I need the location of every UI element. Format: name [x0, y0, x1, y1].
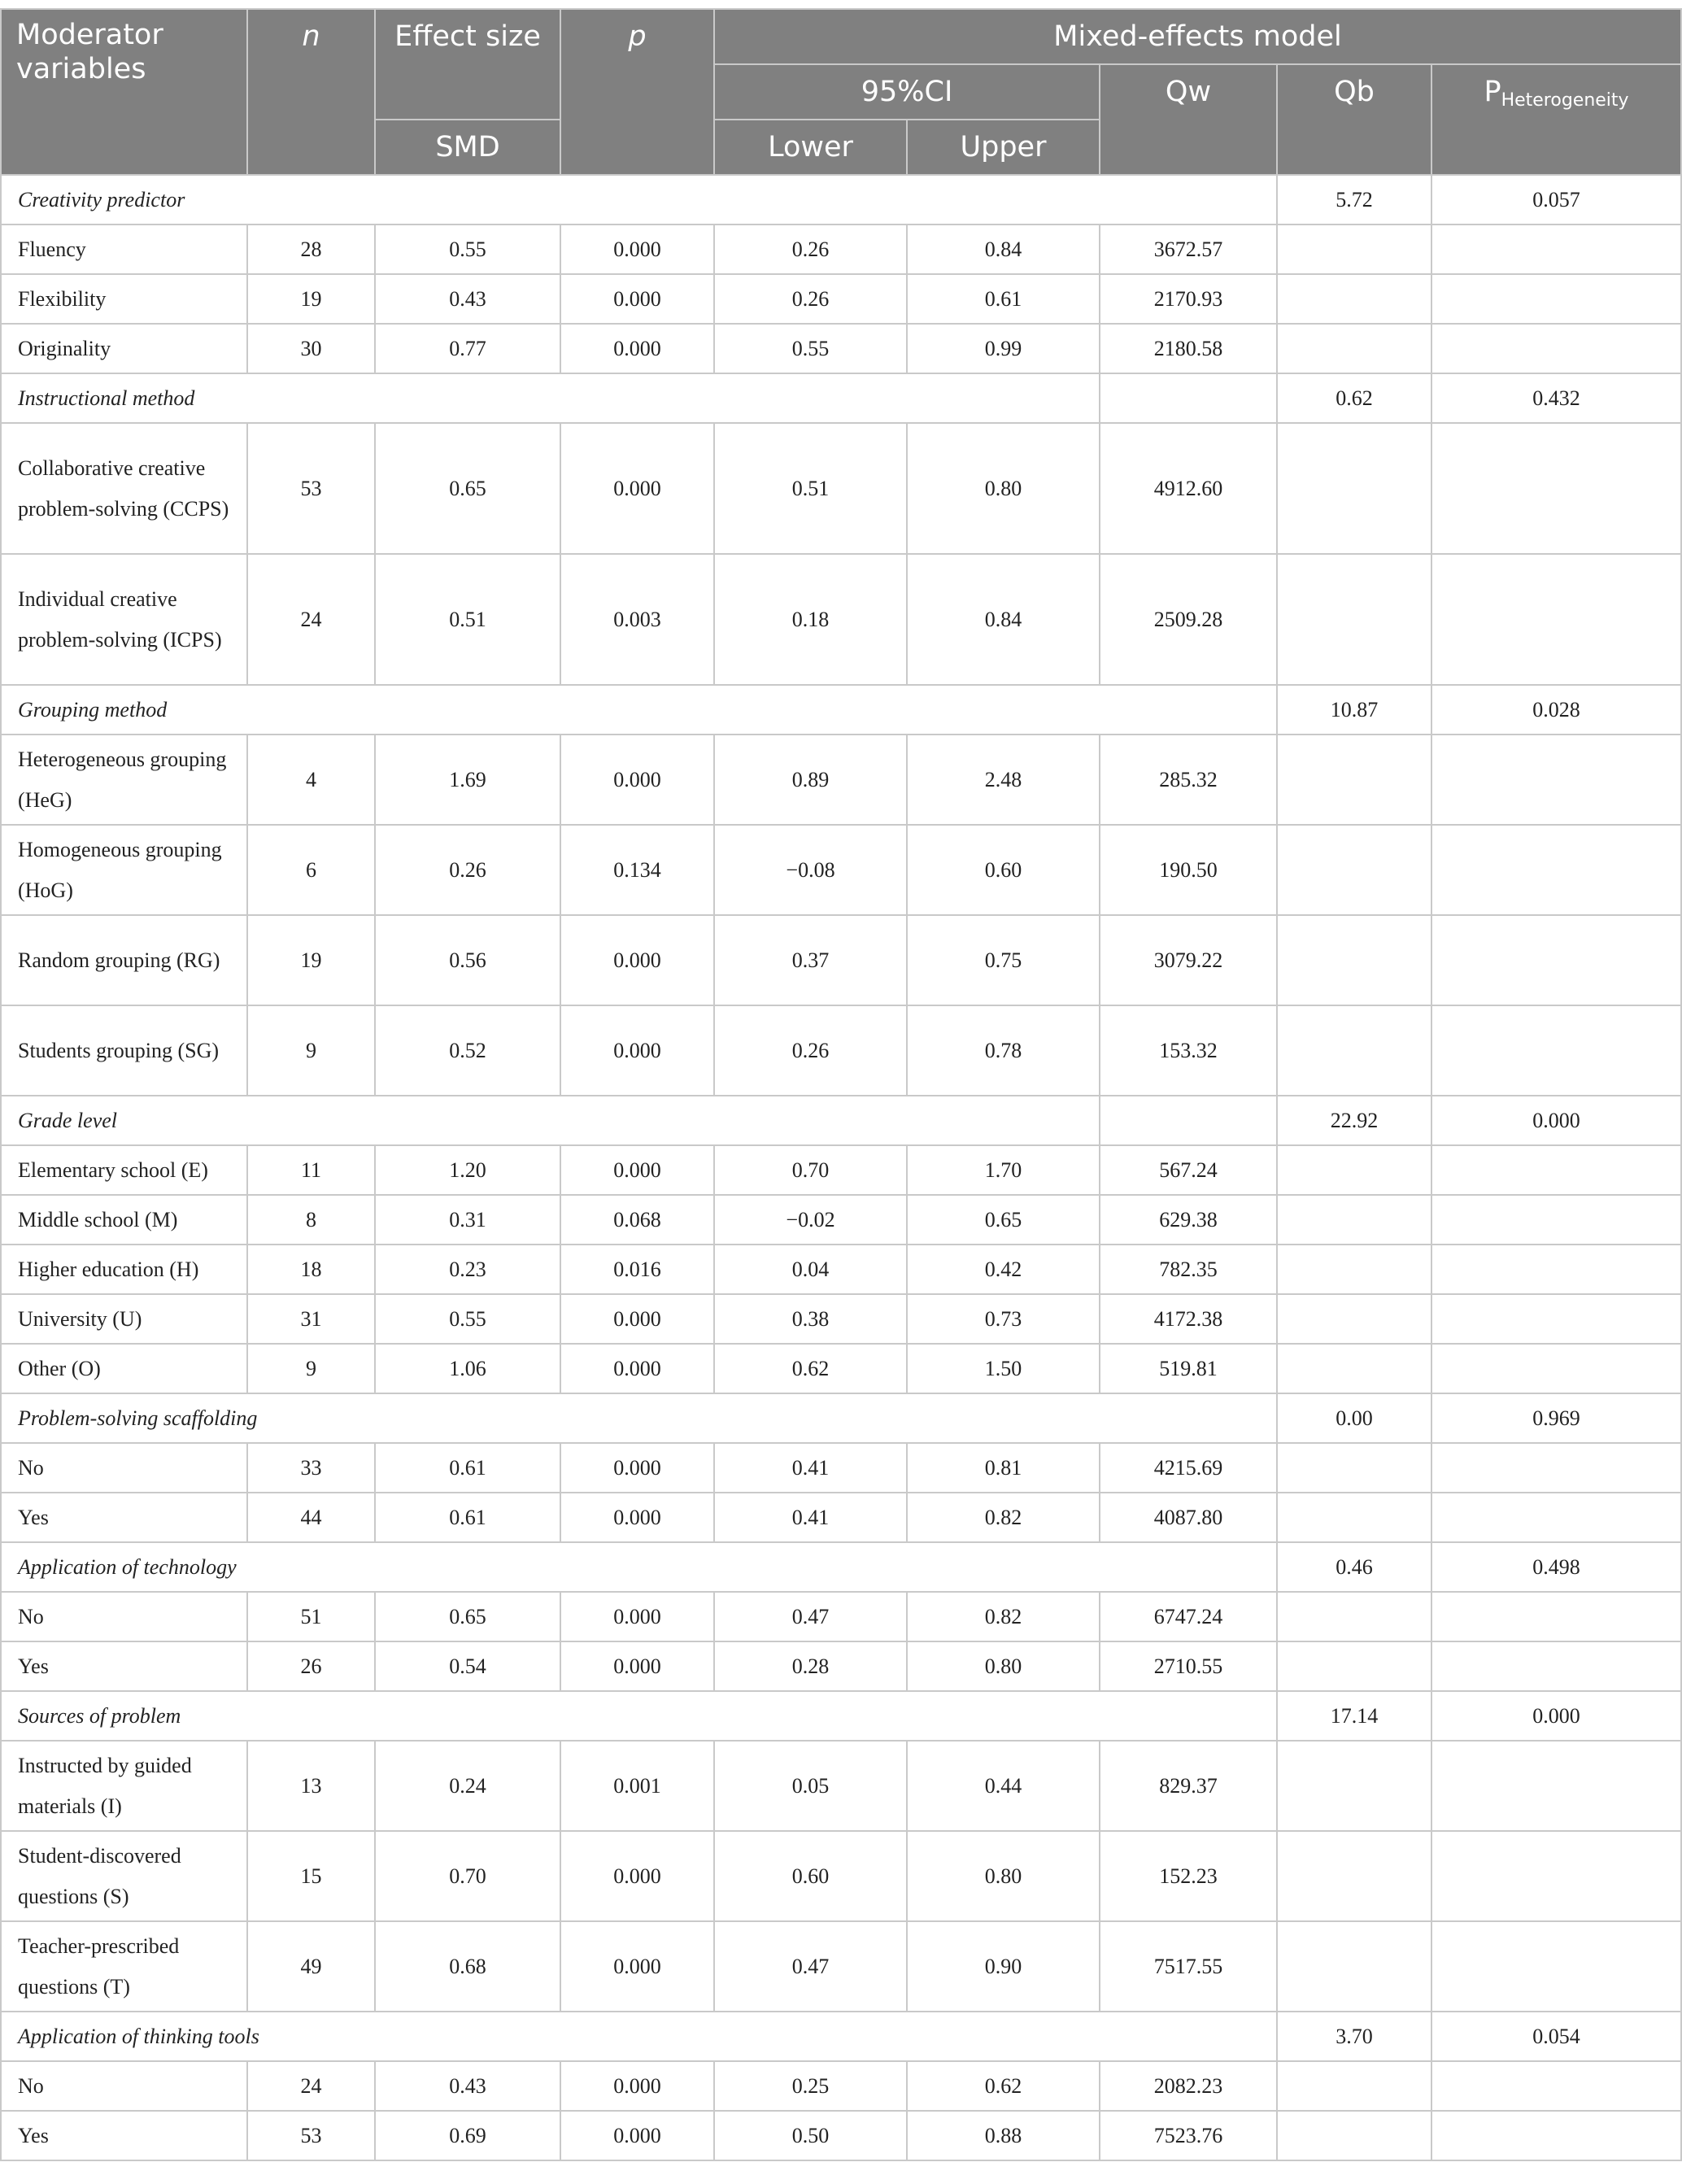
cell-qb — [1277, 1195, 1431, 1245]
row-label: Other (O) — [1, 1344, 247, 1393]
table-row — [1, 1641, 1681, 1691]
cell-n: 44 — [247, 1493, 375, 1542]
cell-p: 0.000 — [560, 1592, 714, 1641]
cell-p-heterogeneity — [1431, 735, 1681, 825]
cell-n: 30 — [247, 324, 375, 373]
group-qb: 10.87 — [1277, 685, 1431, 735]
header-n: n — [247, 9, 375, 175]
cell-p-heterogeneity — [1431, 1921, 1681, 2012]
cell-lower: 0.18 — [714, 554, 907, 685]
cell-p: 0.068 — [560, 1195, 714, 1245]
cell-n: 49 — [247, 1921, 375, 2012]
group-title: Problem-solving scaffolding — [1, 1393, 1277, 1443]
table-row — [1, 825, 1681, 915]
cell-upper: 0.80 — [907, 1831, 1100, 1921]
cell-upper: 1.70 — [907, 1145, 1100, 1195]
cell-p: 0.000 — [560, 1921, 714, 2012]
cell-lower: 0.70 — [714, 1145, 907, 1195]
cell-qw: 519.81 — [1100, 1344, 1277, 1393]
cell-n: 18 — [247, 1245, 375, 1294]
cell-p: 0.000 — [560, 1641, 714, 1691]
cell-p-heterogeneity — [1431, 1641, 1681, 1691]
table-row — [1, 1493, 1681, 1542]
cell-upper: 0.80 — [907, 423, 1100, 554]
group-p-heterogeneity: 0.000 — [1431, 1096, 1681, 1145]
cell-p: 0.000 — [560, 1145, 714, 1195]
cell-p-heterogeneity — [1431, 1344, 1681, 1393]
row-label: Yes — [1, 2111, 247, 2160]
cell-smd: 1.69 — [375, 735, 560, 825]
cell-upper: 0.90 — [907, 1921, 1100, 2012]
cell-n: 26 — [247, 1641, 375, 1691]
cell-qw: 153.32 — [1100, 1005, 1277, 1096]
table-row — [1, 1005, 1681, 1096]
header-upper: Upper — [907, 120, 1100, 175]
header-moderator-variables: Moderator variables — [1, 9, 247, 175]
table-row — [1, 1741, 1681, 1831]
row-label: No — [1, 2061, 247, 2111]
cell-upper: 0.42 — [907, 1245, 1100, 1294]
cell-n: 13 — [247, 1741, 375, 1831]
cell-qw: 285.32 — [1100, 735, 1277, 825]
cell-p-heterogeneity — [1431, 1005, 1681, 1096]
cell-qb — [1277, 324, 1431, 373]
cell-p-heterogeneity — [1431, 1741, 1681, 1831]
cell-qw: 3672.57 — [1100, 225, 1277, 274]
cell-p-heterogeneity — [1431, 1443, 1681, 1493]
cell-upper: 0.88 — [907, 2111, 1100, 2160]
cell-lower: 0.60 — [714, 1831, 907, 1921]
group-p-heterogeneity: 0.498 — [1431, 1542, 1681, 1592]
row-label: Higher education (H) — [1, 1245, 247, 1294]
header-p: p — [560, 9, 714, 175]
row-label: Homogeneous grouping (HoG) — [1, 825, 247, 915]
cell-qw: 152.23 — [1100, 1831, 1277, 1921]
cell-n: 9 — [247, 1005, 375, 1096]
table-row — [1, 1443, 1681, 1493]
group-row — [1, 175, 1681, 225]
table-row — [1, 915, 1681, 1005]
cell-qw: 829.37 — [1100, 1741, 1277, 1831]
cell-n: 33 — [247, 1443, 375, 1493]
header-p-heterogeneity — [1431, 64, 1681, 175]
group-title: Creativity predictor — [1, 175, 1277, 225]
cell-n: 6 — [247, 825, 375, 915]
cell-smd: 0.56 — [375, 915, 560, 1005]
cell-qw: 567.24 — [1100, 1145, 1277, 1195]
cell-qb — [1277, 1443, 1431, 1493]
cell-p: 0.000 — [560, 1493, 714, 1542]
group-qb: 3.70 — [1277, 2012, 1431, 2061]
cell-p: 0.003 — [560, 554, 714, 685]
cell-qw: 4215.69 — [1100, 1443, 1277, 1493]
group-title: Instructional method — [1, 373, 1100, 423]
cell-qw: 782.35 — [1100, 1245, 1277, 1294]
group-p-heterogeneity: 0.000 — [1431, 1691, 1681, 1741]
group-qb: 0.62 — [1277, 373, 1431, 423]
cell-n: 15 — [247, 1831, 375, 1921]
cell-n: 53 — [247, 2111, 375, 2160]
cell-p-heterogeneity — [1431, 1493, 1681, 1542]
cell-qw: 2710.55 — [1100, 1641, 1277, 1691]
table-row — [1, 735, 1681, 825]
cell-upper: 0.75 — [907, 915, 1100, 1005]
table-row — [1, 423, 1681, 554]
cell-n: 19 — [247, 915, 375, 1005]
cell-qb — [1277, 274, 1431, 324]
cell-p: 0.000 — [560, 1294, 714, 1344]
cell-smd: 0.52 — [375, 1005, 560, 1096]
cell-qb — [1277, 1741, 1431, 1831]
cell-qb — [1277, 423, 1431, 554]
group-title: Sources of problem — [1, 1691, 1277, 1741]
cell-n: 9 — [247, 1344, 375, 1393]
cell-lower: 0.37 — [714, 915, 907, 1005]
cell-qb — [1277, 915, 1431, 1005]
cell-lower: 0.26 — [714, 225, 907, 274]
group-row — [1, 1096, 1681, 1145]
cell-lower: 0.47 — [714, 1592, 907, 1641]
table-header — [1, 9, 1681, 175]
cell-smd: 1.06 — [375, 1344, 560, 1393]
cell-p: 0.000 — [560, 225, 714, 274]
cell-smd: 0.65 — [375, 1592, 560, 1641]
cell-n: 24 — [247, 2061, 375, 2111]
cell-qb — [1277, 1005, 1431, 1096]
row-label: Originality — [1, 324, 247, 373]
cell-lower: 0.41 — [714, 1443, 907, 1493]
table-row — [1, 1195, 1681, 1245]
cell-n: 19 — [247, 274, 375, 324]
cell-smd: 0.77 — [375, 324, 560, 373]
cell-lower: 0.50 — [714, 2111, 907, 2160]
row-label: Yes — [1, 1641, 247, 1691]
row-label: Instructed by guided materials (I) — [1, 1741, 247, 1831]
cell-lower: 0.62 — [714, 1344, 907, 1393]
cell-qw: 2180.58 — [1100, 324, 1277, 373]
cell-smd: 0.55 — [375, 1294, 560, 1344]
table-row — [1, 1592, 1681, 1641]
cell-qb — [1277, 2111, 1431, 2160]
cell-lower: 0.26 — [714, 1005, 907, 1096]
table-body — [1, 175, 1681, 2160]
cell-smd: 0.69 — [375, 2111, 560, 2160]
cell-p-heterogeneity — [1431, 1592, 1681, 1641]
cell-lower: −0.02 — [714, 1195, 907, 1245]
group-title: Application of thinking tools — [1, 2012, 1277, 2061]
cell-upper: 0.78 — [907, 1005, 1100, 1096]
group-title: Application of technology — [1, 1542, 1277, 1592]
cell-smd: 0.26 — [375, 825, 560, 915]
cell-p-heterogeneity — [1431, 225, 1681, 274]
row-label: No — [1, 1592, 247, 1641]
cell-p-heterogeneity — [1431, 825, 1681, 915]
row-label: Flexibility — [1, 274, 247, 324]
cell-smd: 0.43 — [375, 274, 560, 324]
cell-qb — [1277, 1145, 1431, 1195]
cell-smd: 1.20 — [375, 1145, 560, 1195]
cell-qb — [1277, 1344, 1431, 1393]
cell-p-heterogeneity — [1431, 1195, 1681, 1245]
cell-qw: 3079.22 — [1100, 915, 1277, 1005]
table-row — [1, 554, 1681, 685]
cell-n: 4 — [247, 735, 375, 825]
group-p-heterogeneity: 0.054 — [1431, 2012, 1681, 2061]
cell-upper: 0.60 — [907, 825, 1100, 915]
group-qb: 22.92 — [1277, 1096, 1431, 1145]
table-row — [1, 1344, 1681, 1393]
cell-p: 0.001 — [560, 1741, 714, 1831]
group-row — [1, 2012, 1681, 2061]
row-label: Random grouping (RG) — [1, 915, 247, 1005]
group-title: Grade level — [1, 1096, 1100, 1145]
cell-n: 51 — [247, 1592, 375, 1641]
cell-upper: 0.82 — [907, 1493, 1100, 1542]
header-effect-size: Effect size — [375, 9, 560, 120]
cell-lower: 0.28 — [714, 1641, 907, 1691]
cell-qw: 2170.93 — [1100, 274, 1277, 324]
cell-upper: 0.99 — [907, 324, 1100, 373]
cell-smd: 0.65 — [375, 423, 560, 554]
cell-lower: 0.05 — [714, 1741, 907, 1831]
table-row — [1, 1145, 1681, 1195]
cell-p: 0.000 — [560, 2061, 714, 2111]
cell-qb — [1277, 1921, 1431, 2012]
cell-p-heterogeneity — [1431, 1831, 1681, 1921]
cell-p: 0.000 — [560, 1831, 714, 1921]
cell-upper: 0.73 — [907, 1294, 1100, 1344]
cell-p: 0.000 — [560, 324, 714, 373]
cell-smd: 0.70 — [375, 1831, 560, 1921]
cell-lower: 0.38 — [714, 1294, 907, 1344]
cell-qw: 4912.60 — [1100, 423, 1277, 554]
cell-p: 0.000 — [560, 915, 714, 1005]
cell-p-heterogeneity — [1431, 1145, 1681, 1195]
cell-qb — [1277, 1245, 1431, 1294]
cell-qw: 4172.38 — [1100, 1294, 1277, 1344]
cell-qb — [1277, 554, 1431, 685]
cell-lower: 0.47 — [714, 1921, 907, 2012]
header-p-heterogeneity-main: P — [1484, 76, 1501, 108]
cell-qb — [1277, 1831, 1431, 1921]
cell-smd: 0.31 — [375, 1195, 560, 1245]
cell-p: 0.000 — [560, 274, 714, 324]
cell-p-heterogeneity — [1431, 324, 1681, 373]
moderator-analysis-table — [0, 8, 1682, 2161]
cell-smd: 0.23 — [375, 1245, 560, 1294]
group-p-heterogeneity: 0.057 — [1431, 175, 1681, 225]
cell-lower: −0.08 — [714, 825, 907, 915]
cell-upper: 0.84 — [907, 554, 1100, 685]
group-row — [1, 1393, 1681, 1443]
cell-qw: 4087.80 — [1100, 1493, 1277, 1542]
cell-lower: 0.26 — [714, 274, 907, 324]
group-qw-cell — [1100, 373, 1277, 423]
cell-p-heterogeneity — [1431, 2061, 1681, 2111]
cell-n: 31 — [247, 1294, 375, 1344]
cell-upper: 0.80 — [907, 1641, 1100, 1691]
cell-p-heterogeneity — [1431, 1294, 1681, 1344]
cell-p: 0.000 — [560, 1443, 714, 1493]
row-label: No — [1, 1443, 247, 1493]
cell-lower: 0.89 — [714, 735, 907, 825]
cell-p: 0.134 — [560, 825, 714, 915]
header-mixed-effects-model: Mixed-effects model — [714, 9, 1681, 64]
row-label: Middle school (M) — [1, 1195, 247, 1245]
cell-qb — [1277, 1592, 1431, 1641]
cell-qw: 7523.76 — [1100, 2111, 1277, 2160]
cell-upper: 1.50 — [907, 1344, 1100, 1393]
row-label: Student-discovered questions (S) — [1, 1831, 247, 1921]
cell-upper: 0.65 — [907, 1195, 1100, 1245]
group-qb: 5.72 — [1277, 175, 1431, 225]
cell-qb — [1277, 825, 1431, 915]
row-label: University (U) — [1, 1294, 247, 1344]
cell-n: 24 — [247, 554, 375, 685]
header-lower: Lower — [714, 120, 907, 175]
table-row — [1, 2111, 1681, 2160]
cell-p: 0.000 — [560, 1344, 714, 1393]
row-label: Heterogeneous grouping (HeG) — [1, 735, 247, 825]
table-row — [1, 1831, 1681, 1921]
group-row — [1, 1691, 1681, 1741]
cell-upper: 0.82 — [907, 1592, 1100, 1641]
cell-smd: 0.24 — [375, 1741, 560, 1831]
cell-upper: 2.48 — [907, 735, 1100, 825]
table-row — [1, 324, 1681, 373]
row-label: Elementary school (E) — [1, 1145, 247, 1195]
row-label: Individual creative problem-solving (ICPS) — [1, 554, 247, 685]
cell-smd: 0.61 — [375, 1443, 560, 1493]
cell-n: 53 — [247, 423, 375, 554]
cell-qw: 6747.24 — [1100, 1592, 1277, 1641]
cell-qw: 190.50 — [1100, 825, 1277, 915]
table-row — [1, 1921, 1681, 2012]
cell-p: 0.000 — [560, 735, 714, 825]
cell-qb — [1277, 1493, 1431, 1542]
header-p-heterogeneity-sub: Heterogeneity — [1501, 90, 1629, 111]
cell-qb — [1277, 735, 1431, 825]
group-row — [1, 373, 1681, 423]
cell-n: 8 — [247, 1195, 375, 1245]
row-label: Teacher-prescribed questions (T) — [1, 1921, 247, 2012]
group-qw-cell — [1100, 1096, 1277, 1145]
cell-lower: 0.51 — [714, 423, 907, 554]
cell-lower: 0.55 — [714, 324, 907, 373]
cell-p: 0.000 — [560, 2111, 714, 2160]
cell-upper: 0.62 — [907, 2061, 1100, 2111]
cell-qb — [1277, 2061, 1431, 2111]
cell-n: 11 — [247, 1145, 375, 1195]
row-label: Fluency — [1, 225, 247, 274]
cell-upper: 0.84 — [907, 225, 1100, 274]
cell-qb — [1277, 225, 1431, 274]
cell-upper: 0.44 — [907, 1741, 1100, 1831]
cell-qw: 629.38 — [1100, 1195, 1277, 1245]
table-row — [1, 274, 1681, 324]
header-95ci: 95%CI — [714, 64, 1100, 120]
row-label: Students grouping (SG) — [1, 1005, 247, 1096]
header-qw: Qw — [1100, 64, 1277, 175]
cell-smd: 0.68 — [375, 1921, 560, 2012]
cell-p: 0.000 — [560, 1005, 714, 1096]
cell-lower: 0.25 — [714, 2061, 907, 2111]
header-qb: Qb — [1277, 64, 1431, 175]
cell-smd: 0.54 — [375, 1641, 560, 1691]
cell-qb — [1277, 1641, 1431, 1691]
cell-upper: 0.61 — [907, 274, 1100, 324]
row-label: Yes — [1, 1493, 247, 1542]
cell-p-heterogeneity — [1431, 423, 1681, 554]
header-smd: SMD — [375, 120, 560, 175]
cell-qw: 2509.28 — [1100, 554, 1277, 685]
cell-smd: 0.43 — [375, 2061, 560, 2111]
cell-p-heterogeneity — [1431, 1245, 1681, 1294]
cell-qw: 7517.55 — [1100, 1921, 1277, 2012]
cell-p-heterogeneity — [1431, 915, 1681, 1005]
group-qb: 0.00 — [1277, 1393, 1431, 1443]
table-row — [1, 2061, 1681, 2111]
group-title: Grouping method — [1, 685, 1277, 735]
group-p-heterogeneity: 0.969 — [1431, 1393, 1681, 1443]
cell-n: 28 — [247, 225, 375, 274]
cell-lower: 0.41 — [714, 1493, 907, 1542]
group-qb: 0.46 — [1277, 1542, 1431, 1592]
cell-smd: 0.61 — [375, 1493, 560, 1542]
cell-p-heterogeneity — [1431, 554, 1681, 685]
cell-upper: 0.81 — [907, 1443, 1100, 1493]
cell-smd: 0.55 — [375, 225, 560, 274]
cell-smd: 0.51 — [375, 554, 560, 685]
cell-p: 0.000 — [560, 423, 714, 554]
group-p-heterogeneity: 0.028 — [1431, 685, 1681, 735]
cell-qw: 2082.23 — [1100, 2061, 1277, 2111]
row-label: Collaborative creative problem-solving (CCPS) — [1, 423, 247, 554]
group-row — [1, 685, 1681, 735]
table-row — [1, 225, 1681, 274]
cell-p-heterogeneity — [1431, 2111, 1681, 2160]
group-qb: 17.14 — [1277, 1691, 1431, 1741]
group-row — [1, 1542, 1681, 1592]
cell-lower: 0.04 — [714, 1245, 907, 1294]
table-row — [1, 1294, 1681, 1344]
group-p-heterogeneity: 0.432 — [1431, 373, 1681, 423]
table-row — [1, 1245, 1681, 1294]
cell-p-heterogeneity — [1431, 274, 1681, 324]
cell-qb — [1277, 1294, 1431, 1344]
cell-p: 0.016 — [560, 1245, 714, 1294]
